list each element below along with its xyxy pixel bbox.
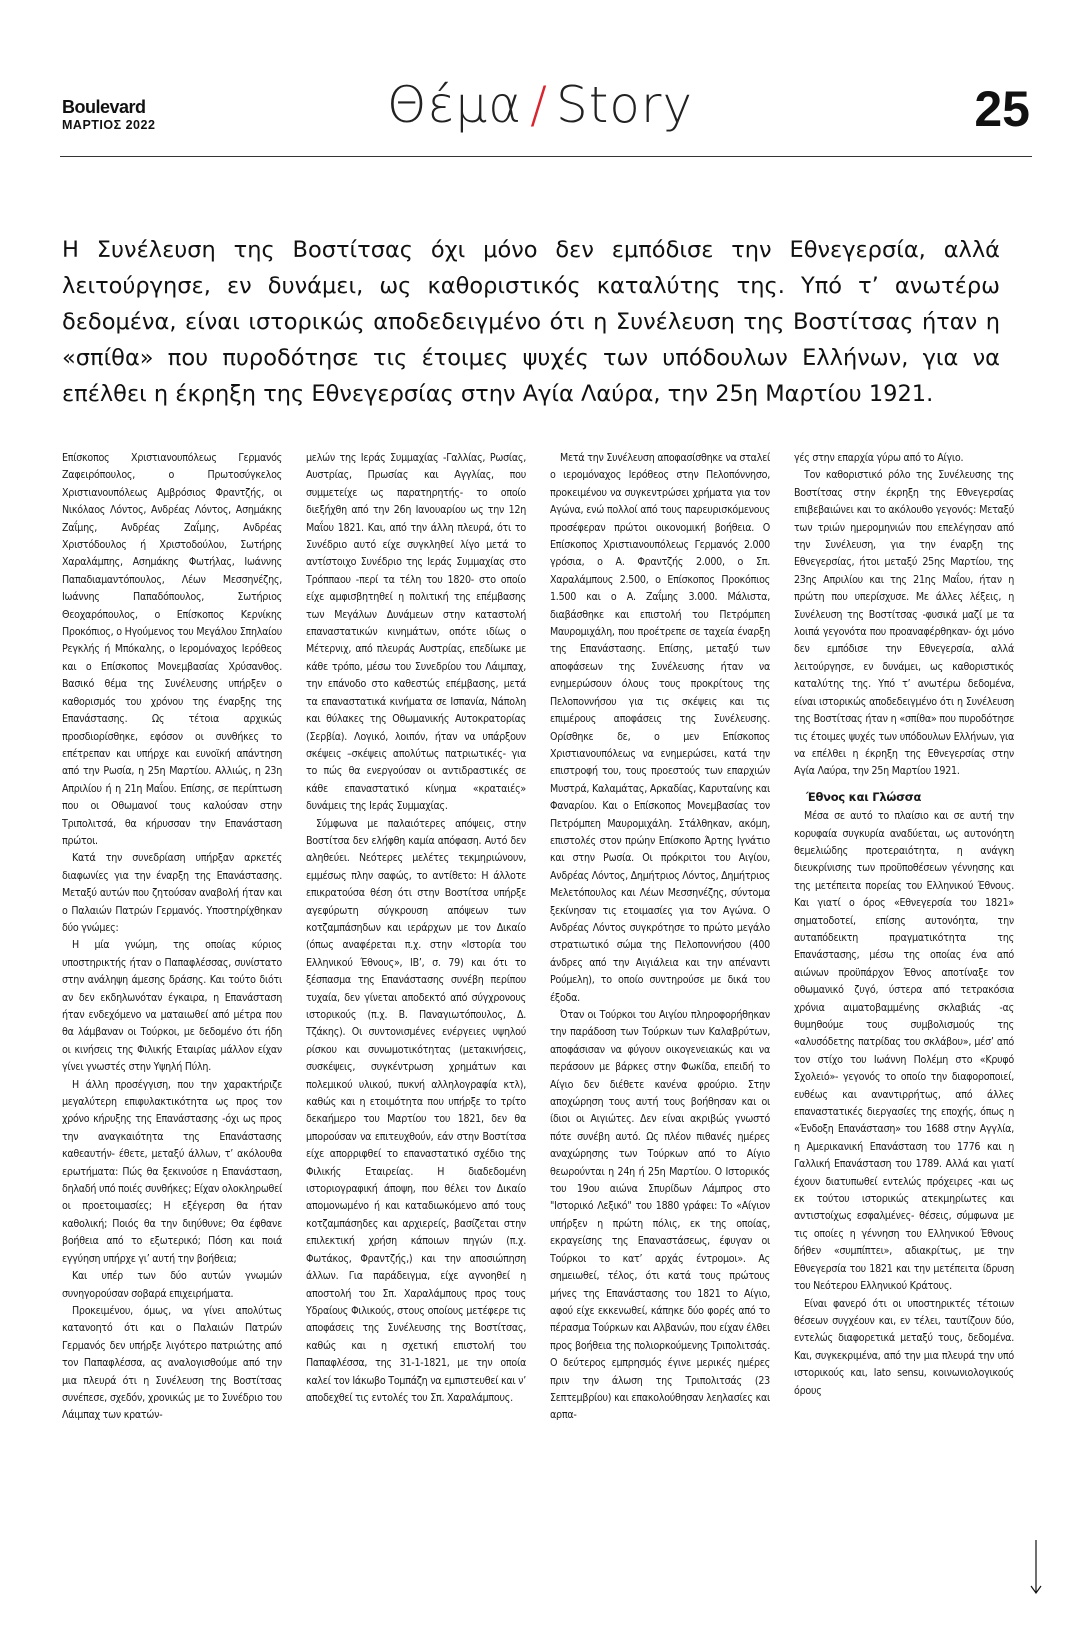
section-title-greek: Θέμα (386, 76, 523, 134)
article-column-1 (62, 450, 282, 1620)
article-column-2 (306, 450, 526, 1620)
article-column-3 (550, 450, 770, 1620)
section-title (0, 76, 1080, 134)
subheading: Έθνος και Γλώσσα (806, 789, 922, 804)
section-title-separator: / (530, 76, 548, 134)
issue-date: ΜΑΡΤΙΟΣ 2022 (62, 118, 156, 132)
paragraph: Μετά την Συνέλευση αποφασίσθηκε να σταλεί ο ιερομόναχος Ιερόθεος στην Πελοπόννησο, προκειμένου να συγκεντρώσει χρήματα για τον Αγώνα, ενώ πολλοί από τους παρευρισκόμενους προσέφεραν πρώτοι οικονομική βοήθεια. Ο Επίσκοπος Χριστιανουπόλεως Γερμανός 2.000 γρόσια, ο Α. Φραντζής 2.000, ο Σπ. Χαραλάμπους 2.500, ο Επίσκοπος Προκόπιος 1.500 και ο Α. Ζαΐμης 3.000. Μάλιστα, διαβάσθηκε και επιστολή του Πετρόμπεη Μαυρομιχάλη, που προέτρεπε σε ταχεία έναρξη της Επανάστασης. Επίσης, μεταξύ των αποφάσεων της Συνέλευσης ήταν να ενημερώσουν όλους τους προκρίτους της Πελοποννήσου για τις σκέψεις και τις επιμέρους αποφάσεις της Συνέλευσης. Ορίσθηκε δε, ο μεν Επίσκοπος Χριστιανουπόλεως να ενημερώσει, κατά την επιστροφή του, τους προεστούς των επαρχιών Μυστρά, Καλαμάτας, Αρκαδίας, Καρυταίνης και Φαναρίου. Και ο Επίσκοπος Μονεμβασίας τον Πετρόμπεη Μαυρομιχάλη. Στάλθηκαν, ακόμη, επιστολές στον πρώην Επίσκοπο Άρτης Ιγνάτιο και στην Ρωσία. Οι πρόκριτοι του Αιγίου, Ανδρέας Λόντος, Δημήτριος Λόντος, Δημήτριος Μελετόπουλος και Λέων Μεσσηνέζης, σύντομα ξεκίνησαν τις ετοιμασίες για τον Αγώνα. Ο Ανδρέας Λόντος συγκρότησε το πρώτο μεγάλο στρατιωτικό σώμα της Πελοποννήσου (400 άνδρες από την Αιγιάλεια και την απέναντι Ρούμελη), το οποίο συντηρούσε με δικά του έξοδα. (550, 452, 770, 1004)
continue-arrow-icon (1030, 1540, 1042, 1596)
paragraph: Τον καθοριστικό ρόλο της Συνέλευσης της Βοστίτσας στην έκρηξη της Εθνεγερσίας επιβεβαιώνει και το ακόλουθο γεγονός: Μεταξύ των τριών ημερομηνιών που επελέγησαν από την Συνέλευση, για την έναρξη της Εθνεγερσίας, ήτοι μεταξύ 25ης Μαρτίου, της 23ης Απριλίου και της 21ης Μαΐου, ήταν η πρώτη που υπερίσχυσε. Με άλλες λέξεις, η Συνέλευση της Βοστίτσας -φυσικά μαζί με τα λοιπά γεγονότα που προαναφέρθηκαν- όχι μόνο δεν εμπόδισε την Εθνεγερσία, αλλά λειτούργησε, εν δυνάμει, ως καθοριστικός καταλύτης της. Υπό τ’ ανωτέρω δεδομένα, είναι ιστορικώς αποδεδειγμένο ότι η Συνέλευση της Βοστίτσας ήταν η «σπίθα» που πυροδότησε τις έτοιμες ψυχές των υπόδουλων Ελλήνων, για να επέλθει η έκρηξη της Εθνεγερσίας στην Αγία Λαύρα, την 25η Μαρτίου 1921. (794, 469, 1014, 778)
paragraph: Κατά την συνεδρίαση υπήρξαν αρκετές διαφωνίες για την έναρξη της Επανάστασης. Μεταξύ αυτών που ζητούσαν αναβολή ήταν και ο Παλαιών Πατρών Γερμανός. Υποστηρίχθηκαν δύο γνώμες: (62, 852, 282, 934)
magazine-brand: Boulevard (62, 97, 146, 117)
page-number: 25 (974, 81, 1030, 137)
header-divider (60, 156, 1032, 157)
paragraph: Όταν οι Τούρκοι του Αιγίου πληροφορήθηκαν την παράδοση των Τούρκων των Καλαβρύτων, αποφάσισαν να φύγουν οικογενειακώς και να περάσουν με βάρκες στην Φωκίδα, επειδή το Αίγιο δεν διέθετε κανένα φρούριο. Στην αποχώρηση τους αυτή τους βοήθησαν και οι ίδιοι οι Αιγιώτες. Δεν είναι ακριβώς γνωστό πότε συνέβη αυτό. Ως πλέον πιθανές ημέρες αναχώρησης των Τούρκων από το Αίγιο θεωρούνται η 24η ή 25η Μαρτίου. Ο Ιστορικός του 19ου αιώνα Σπυρίδων Λάμπρος στο "Ιστορικό Λεξικό" του 1880 γράφει: Το «Αίγιον υπήρξεν η πρώτη πόλις, εκ της οποίας, εκραγείσης της Επαναστάσεως, έφυγαν οι Τούρκοι το κατ’ αρχάς έντρομοι». Ας σημειωθεί, τέλος, ότι κατά τους πρώτους μήνες της Επανάστασης του 1821 το Αίγιο, αφού είχε εκκενωθεί, κάπηκε δύο φορές από το πέρασμα Τούρκων και Αλβανών, που είχαν έλθει προς βοήθεια της πολιορκούμενης Τριπολιτσάς. Ο δεύτερος εμπρησμός έγινε μερικές ημέρες πριν την άλωση της Τριπολιτσάς (23 Σεπτεμβρίου) και επακολούθησαν λεηλασίες και αρπα- (550, 1009, 770, 1422)
section-title-english: Story (555, 76, 694, 134)
paragraph: Η άλλη προσέγγιση, που την χαρακτήριζε μεγαλύτερη επιφυλακτικότητα ως προς τον χρόνο κήρυξης της Επανάστασης -όχι ως προς την αναγκαιότητα της Επανάστασης καθεαυτήν- έθετε, μεταξύ άλλων, τ’ ακόλουθα ερωτήματα: Πώς θα ξεκινούσε η Επανάσταση, δηλαδή υπό ποιές συνθήκες; Είχαν ολοκληρωθεί οι προετοιμασίες; Η εξέγερση θα ήταν καθολική; Ποιός θα την διηύθυνε; Θα έφθανε βοήθεια από το εξωτερικό; Πόση και ποιά εγγύηση υπήρχε γι’ αυτή την βοήθεια; (62, 1078, 282, 1265)
paragraph: Προκειμένου, όμως, να γίνει απολύτως κατανοητό ότι και ο Παλαιών Πατρών Γερμανός δεν υπήρξε λιγότερο πατριώτης από τον Παπαφλέσσα, ας αναλογισθούμε από την μια πλευρά ότι η Συνέλευση της Βοστίτσας συνέπεσε, σχεδόν, χρονικώς με το Συνέδριο του Λάιμπαχ των κρατών- (62, 1304, 282, 1422)
paragraph: Μέσα σε αυτό το πλαίσιο και σε αυτή την κορυφαία συγκυρία αναδύεται, ως αυτονόητη θεμελιώδης προτεραιότητα, η ανάγκη διευκρίνισης των προϋποθέσεων γέννησης και της μετέπειτα πορείας του Ελληνικού Έθνους. Και γιατί ο όρος «Εθνεγερσία του 1821» σηματοδοτεί, επίσης αυτονόητα, την αυταπόδεικτη πραγματικότητα της Επανάστασης, μέσω της οποίας ένα από αιώνων προϋπάρχον Έθνος αποτίναξε τον οθωμανικό ζυγό, ύστερα από τετρακόσια χρόνια αιματοβαμμένης σκλαβιάς -ας θυμηθούμε τους συμβολισμούς της «αλυσόδετης πατρίδας του σκλάβου», μέσ’ από τον στίχο του Ιωάννη Πολέμη στο «Κρυφό Σχολειό»- γεγονός το οποίο την διαφοροποιεί, ευθέως και αναντιρρήτως, από άλλες επαναστατικές διεργασίες της εποχής, όπως η «Ένδοξη Επανάσταση» του 1688 στην Αγγλία, η Αμερικανική Επανάσταση του 1776 και η Γαλλική Επανάσταση του 1789. Αλλά και γιατί έχουν διατυπωθεί εντελώς πρόχειρες -και ως εκ τούτου ιστορικώς ατεκμηρίωτες και αντιστοίχως εσφαλμένες- θέσεις, σύμφωνα με τις οποίες η γέννηση του Ελληνικού Έθνους δήθεν «συμπίπτει», αδιακρίτως, με την Εθνεγερσία του 1821 και την μετέπειτα ίδρυση του Νεότερου Ελληνικού Κράτους. (794, 810, 1014, 1293)
article-column-4 (794, 450, 1014, 1620)
lead-paragraph: Η Συνέλευση της Βοστίτσας όχι μόνο δεν εμπόδισε την Εθνεγερσία, αλλά λειτούργησε, εν δυνάμει, ως καθοριστικός καταλύτης της. Υπό τ’ ανωτέρω δεδομένα, είναι ιστορικώς αποδεδειγμένο ότι η Συνέλευση της Βοστίτσας ήταν η «σπίθα» που πυροδότησε τις έτοιμες ψυχές των υπόδουλων Ελλήνων, για να επέλθει η έκρηξη της Εθνεγερσίας στην Αγία Λαύρα, την 25η Μαρτίου 1921. (62, 237, 1000, 407)
paragraph: Είναι φανερό ότι οι υποστηρικτές τέτοιων θέσεων συγχέουν και, εν τέλει, ταυτίζουν δύο, εντελώς διαφορετικά μεταξύ τους, δεδομένα. Και, συγκεκριμένα, από την μια πλευρά την υπό ιστορικούς και, lato sensu, κοινωνιολογικούς όρους (794, 1297, 1014, 1397)
paragraph: Επίσκοπος Χριστιανουπόλεως Γερμανός Ζαφειρόπουλος, ο Πρωτοσύγκελος Χριστιανουπόλεως Αμβρόσιος Φραντζής, οι Νικόλαος Λόντος, Ανδρέας Λόντος, Ασημάκης Ζαΐμης, Ανδρέας Ζαΐμης, Ανδρέας Χριστόδουλος ή Χριστοδούλου, Σωτήρης Χαραλάμπης, Ασημάκης Φωτήλας, Ιωάννης Παπαδιαμαντόπουλος, Λέων Μεσσηνέζης, Ιωάννης Παπαδόπουλος, Σωτήριος Θεοχαρόπουλος, ο Επίσκοπος Κερνίκης Προκόπιος, ο Ηγούμενος του Μεγάλου Σπηλαίου Ρεγκλής ή Μπόκαλης, ο Ιερομόναχος Ιερόθεος και ο Επίσκοπος Μονεμβασίας Χρύσανθος. Βασικό θέμα της Συνέλευσης υπήρξεν ο καθορισμός του χρόνου της έναρξης της Επανάστασης. Ως τέτοια αρχικώς προσδιορίσθηκε, εφόσον οι συνθήκες το επέτρεπαν και υπήρχε και ευνοϊκή απάντηση από την Ρωσία, η 25η Μαρτίου. Αλλιώς, η 23η Απριλίου ή η 21η Μαΐου. Επίσης, σε περίπτωση που οι Οθωμανοί τους καλούσαν στην Τριπολιτσά, θα κήρυσσαν την Επανάσταση πρώτοι. (62, 452, 282, 847)
article-body (62, 450, 1034, 1620)
paragraph: Και υπέρ των δύο αυτών γνωμών συνηγορούσαν σοβαρά επιχειρήματα. (62, 1270, 282, 1300)
paragraph: Σύμφωνα με παλαιότερες απόψεις, στην Βοστίτσα δεν ελήφθη καμία απόφαση. Αυτό δεν αληθεύει. Νεότερες μελέτες τεκμηριώνουν, εμμέσως πλην σαφώς, το αντίθετο: Η άλλοτε επικρατούσα θέση ότι στην Βοστίτσα υπήρξε αγεφύρωτη σύγκρουση απόψεων των κοτζαμπάσηδων και ιεράρχων με τον Δικαίο (όπως αναφέρεται π.χ. στην «Ιστορία του Ελληνικού Έθνους», ΙΒ’, σ. 79) και ότι το ξέσπασμα της Επανάστασης συνέβη περίπου τυχαία, δεν γίνεται αποδεκτό από σύγχρονους ιστορικούς (π.χ. Β. Παναγιωτόπουλος, Δ. Τζάκης). Οι συντονισμένες ενέργειες υψηλού ρίσκου και συνωμοτικότητας (μετακινήσεις, συσκέψεις, συγκέντρωση χρημάτων και πολεμικού υλικού, πυκνή αλληλογραφία κτλ), καθώς και η ετοιμότητα που υπήρξε το τρίτο δεκαήμερο του Μαρτίου του 1821, δεν θα μπορούσαν να επιτευχθούν, εάν στην Βοστίτσα είχε απορριφθεί το επαναστατικό σχέδιο της Φιλικής Εταιρείας. Η διαδεδομένη ιστοριογραφική άποψη, που θέλει τον Δικαίο απομονωμένο ή και καταδιωκόμενο από τους κοτζαμπάσηδες και αρχιερείς, βασίζεται στην επιλεκτική χρήση κάποιων πηγών (π.χ. Φωτάκος, Φραντζής,) και την αποσιώπηση άλλων. Για παράδειγμα, είχε αγνοηθεί η αποστολή του Σπ. Χαραλάμπους προς τους Υδραίους Φιλικούς, στους οποίους μετέφερε τις αποφάσεις της Συνέλευσης της Βοστίτσας, καθώς και η σχετική επιστολή του Παπαφλέσσα, της 31-1-1821, με την οποία καλεί τον Ιάκωβο Τομπάζη να εμπιστευθεί και ν’ αποδεχθεί τις εντολές του Σπ. Χαραλάμπους. (306, 817, 526, 1404)
paragraph: μελών της Ιεράς Συμμαχίας -Γαλλίας, Ρωσίας, Αυστρίας, Πρωσίας και Αγγλίας, που συμμετείχε ως παρατηρητής- το οποίο διεξήχθη από την 26η Ιανουαρίου ως την 12η Μαΐου 1821. Και, από την άλλη πλευρά, ότι το Συνέδριο αυτό είχε συγκληθεί λίγο μετά το αντίστοιχο Συνέδριο της Ιεράς Συμμαχίας στο Τρόππαου -περί τα τέλη του 1820- στο οποίο είχε αμφισβητηθεί η πολιτική της επέμβασης των Μεγάλων Δυνάμεων στην καταστολή επαναστατικών κινημάτων, οπότε ιδίως ο Μέτερνιχ, από πλευράς Αυστρίας, επεδίωκε με κάθε τρόπο, μέσω του Συνεδρίου του Λάιμπαχ, την επάνοδο στο καθεστώς επέμβασης, μετά τα επαναστατικά κινήματα σε Ισπανία, Νάπολη και θύλακες της Οθωμανικής Αυτοκρατορίας (Σερβία). Λογικό, λοιπόν, ήταν να υπάρξουν σκέψεις –σκέψεις απολύτως πατριωτικές- για το πώς θα ενεργούσαν οι αντιδραστικές σε κάθε επαναστατικό κίνημα «κραταιές» δυνάμεις της Ιεράς Συμμαχίας. (306, 452, 526, 813)
paragraph: Η μία γνώμη, της οποίας κύριος υποστηρικτής ήταν ο Παπαφλέσσας, συνίστατο στην ανάληψη άμεσης δράσης. Και τούτο διότι αν δεν εκδηλωνόταν έγκαιρα, η Επανάσταση ήταν ενδεχόμενο να ματαιωθεί από μέτρα που θα λάμβαναν οι Τούρκοι, με δεδομένο ότι ήδη οι κινήσεις της Φιλικής Εταιρίας μάλλον είχαν γίνει γνωστές στην Υψηλή Πύλη. (62, 939, 282, 1074)
paragraph: γές στην επαρχία γύρω από το Αίγιο. (794, 452, 964, 464)
